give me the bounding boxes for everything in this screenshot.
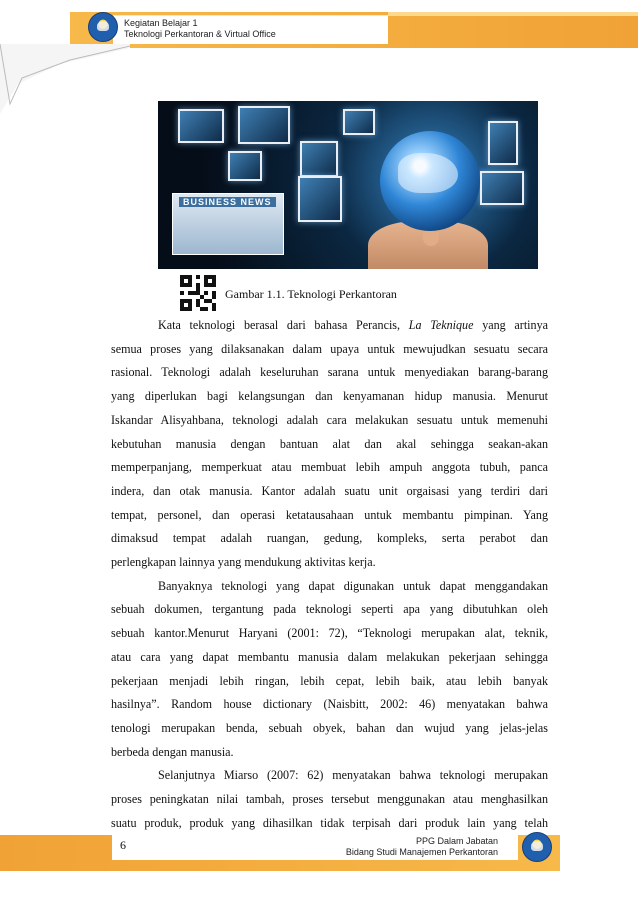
floating-screen <box>480 171 524 205</box>
body-line: hasilnya”. Random house dictionary (Naisbitt, 2002: 46) menyatakan bahwa <box>111 697 548 712</box>
body-line: yang diperlukan bagi kelangsungan dan kenyamanan hidup manusia. Menurut <box>111 389 548 404</box>
body-line: Iskandar Alisyahbana, teknologi adalah cara melakukan sesuatu untuk memenuhi <box>111 412 548 427</box>
floating-screen <box>298 176 342 222</box>
body-line: perlengkapan lainnya yang mendukung aktivitas kerja. <box>111 555 376 570</box>
globe-icon <box>380 131 480 231</box>
body-line: suatu produk, produk yang dihasilkan tidak terpisah dari produk lain yang telah <box>111 815 548 830</box>
body-line: indera, dan otak manusia. Kantor adalah suatu unit orgaisasi yang terdiri dari <box>111 483 548 498</box>
body-line: sebuah kantor.Menurut Haryani (2001: 72), “Teknologi merupakan alat, teknik, <box>111 626 548 641</box>
body-line: proses peningkatan nilai tambah, proses tersebut menggunakan atau menghasilkan <box>111 792 548 807</box>
business-news-panel <box>172 193 284 255</box>
body-line: kebutuhan manusia dengan bantuan alat dan akal sehingga seakan-akan <box>111 436 548 451</box>
body-line: berbeda dengan manusia. <box>111 744 234 759</box>
body-line: Selanjutnya Miarso (2007: 62) menyatakan bahwa teknologi merupakan <box>158 768 548 783</box>
body-line: sebuah dokumen, tergantung pada teknologi seperti apa yang dibutuhkan oleh <box>111 602 548 617</box>
page-number: 6 <box>120 838 126 852</box>
technology-office-illustration <box>158 101 538 269</box>
body-line: memperpanjang, memperkuat atau membuat lebih ampuh anggota tubuh, panca <box>111 460 548 475</box>
floating-screen <box>300 141 338 177</box>
body-line: Banyaknya teknologi yang dapat digunakan untuk dapat menggandakan <box>158 578 548 593</box>
floating-screen <box>343 109 375 135</box>
body-line: dimaksud tempat adalah ruangan, gedung, kompleks, serta perabot dan <box>111 531 548 546</box>
floating-screen <box>178 109 224 143</box>
floating-screen <box>228 151 262 181</box>
header-ribbon-decoration <box>0 44 130 114</box>
body-line: pekerjaan menjadi lebih ringan, lebih cepat, lebih baik, atau lebih banyak <box>111 673 548 688</box>
qr-code-icon <box>180 275 216 311</box>
header-module-subtitle: Teknologi Perkantoran & Virtual Office <box>124 29 276 39</box>
body-line: semua proses yang dilaksanakan dalam upaya untuk mewujudkan sesuatu secara <box>111 341 548 356</box>
body-line: tempat, personel, dan operasi ketatausahaan untuk membantu pimpinan. Yang <box>111 507 548 522</box>
body-line: rasional. Teknologi adalah keseluruhan sarana untuk menyediakan barang-barang <box>111 365 548 380</box>
header-module-title: Kegiatan Belajar 1 <box>124 18 198 28</box>
ministry-logo-icon <box>522 832 552 862</box>
body-paragraphs <box>111 314 548 835</box>
header-accent-strip <box>388 12 638 16</box>
body-line: atau cara yang dapat membantu manusia dalam melakukan pekerjaan sehingga <box>111 649 548 664</box>
italic-term: La Teknique <box>408 318 474 332</box>
floating-screen <box>488 121 518 165</box>
figure-caption: Gambar 1.1. Teknologi Perkantoran <box>225 287 397 301</box>
business-news-label: BUSINESS NEWS <box>179 197 276 207</box>
body-line: tenologi merupakan benda, sebuah obyek, bahan dan wujud yang jelas-jelas <box>111 720 548 735</box>
ministry-logo-icon <box>88 12 118 42</box>
floating-screen <box>238 106 290 144</box>
footer-program-title: PPG Dalam Jabatan <box>415 836 498 846</box>
body-line: Kata teknologi berasal dari bahasa Perancis, La Teknique yang artinya <box>158 318 549 332</box>
footer-program-subtitle: Bidang Studi Manajemen Perkantoran <box>345 847 498 857</box>
